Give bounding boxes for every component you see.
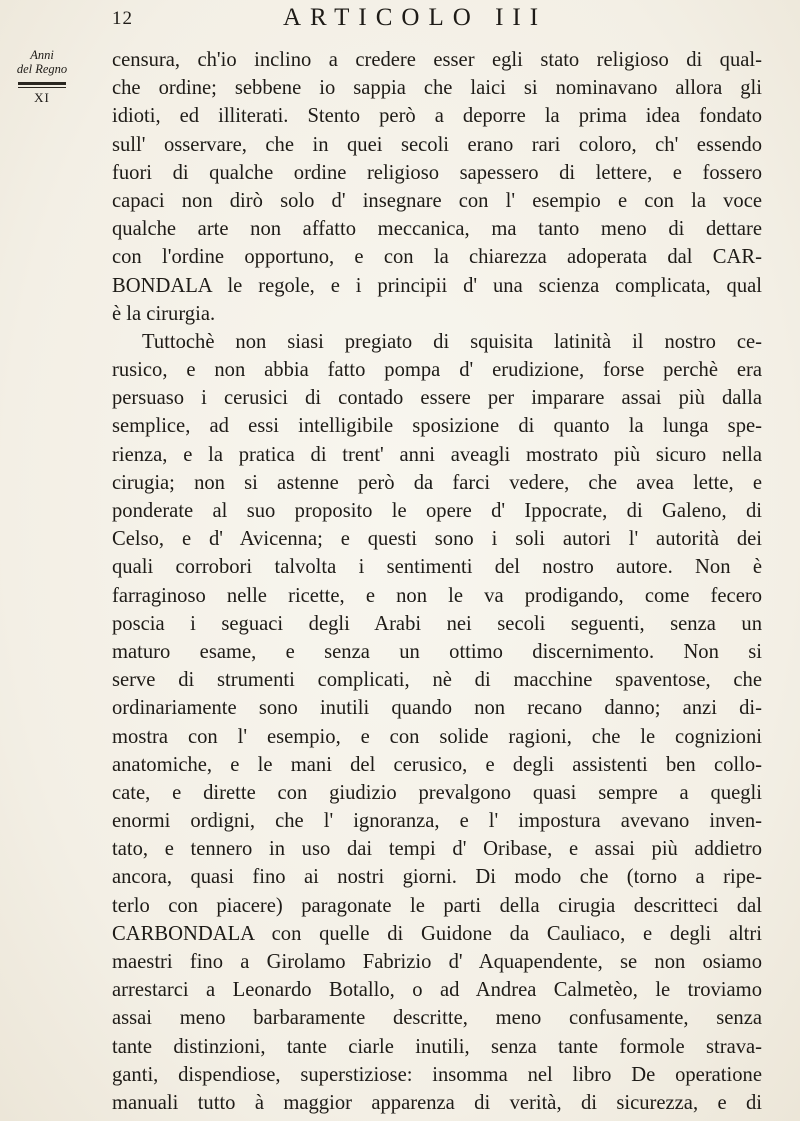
text-line: Tuttochè non siasi pregiato di squisita latinità il nostro ce- bbox=[142, 330, 762, 353]
text-line: ganti, dispendiose, superstiziose: insomma nel libro De operatione bbox=[112, 1063, 762, 1086]
text-line: idioti, ed illiterati. Stento però a deporre la prima idea fondato bbox=[112, 105, 762, 128]
text-line: semplice, ad essi intelligibile sposizione di quanto la lunga spe- bbox=[112, 415, 762, 438]
text-line: tante distinzioni, tante ciarle inutili, senza tante formole strava- bbox=[112, 1035, 762, 1058]
margin-note-regno: del Regno bbox=[16, 62, 68, 76]
text-line: con l'ordine opportuno, e con la chiarezza adoperata dal CAR- bbox=[112, 246, 762, 269]
body-text bbox=[112, 46, 762, 1117]
text-line: rusico, e non abbia fatto pompa d' erudizione, forse perchè era bbox=[112, 359, 762, 382]
text-line: serve di strumenti complicati, nè di macchine spaventose, che bbox=[112, 669, 762, 692]
text-line: maestri fino a Girolamo Fabrizio d' Aquapendente, se non osiamo bbox=[112, 951, 762, 973]
page-number: 12 bbox=[112, 8, 133, 29]
text-line: ancora, quasi fino ai nostri giorni. Di modo che (torno a ripe- bbox=[112, 866, 762, 889]
text-line: che ordine; sebbene io sappia che laici si nominavano allora gli bbox=[112, 77, 762, 100]
text-line: capaci non dirò solo d' insegnare con l' esempio e con la voce bbox=[112, 189, 762, 212]
text-line: ordinariamente sono inutili quando non recano danno; anzi di- bbox=[112, 697, 762, 720]
text-line: assai meno barbaramente descritte, meno confusamente, senza bbox=[112, 1007, 762, 1030]
text-line: BONDALA le regole, e i principii d' una scienza complicata, qual bbox=[112, 274, 762, 297]
margin-rule-thin bbox=[18, 87, 66, 88]
running-head: ARTICOLO III bbox=[282, 4, 548, 31]
text-line: quali corrobori talvolta i sentimenti del nostro autore. Non è bbox=[112, 556, 762, 579]
text-line: maturo esame, e senza un ottimo discernimento. Non si bbox=[112, 640, 762, 663]
margin-note-anni: Anni bbox=[30, 48, 54, 62]
margin-note-year: XI bbox=[34, 90, 50, 105]
text-line: fuori di qualche ordine religioso sapessero di lettere, e fossero bbox=[112, 161, 762, 184]
text-line: tato, e tennero in uso dai tempi d' Oribase, e assai più addietro bbox=[112, 838, 762, 861]
text-line: CARBONDALA con quelle di Guidone da Cauliaco, e degli altri bbox=[112, 922, 762, 945]
text-line: Celso, e d' Avicenna; e questi sono i soli autori l' autorità dei bbox=[112, 528, 762, 551]
margin-rule-thick bbox=[18, 82, 66, 85]
text-line: anatomiche, e le mani del cerusico, e degli assistenti ben collo- bbox=[112, 753, 762, 776]
text-line: poscia i seguaci degli Arabi nei secoli seguenti, senza un bbox=[112, 612, 762, 635]
text-line: qualche arte non affatto meccanica, ma tanto meno di dettare bbox=[112, 218, 762, 241]
text-line: terlo con piacere) paragonate le parti della cirugia descritteci dal bbox=[112, 894, 762, 917]
text-line: cate, e dirette con giudizio prevalgono quasi sempre a quegli bbox=[112, 781, 762, 804]
text-line: sull' osservare, che in quei secoli erano rari coloro, ch' essendo bbox=[112, 133, 762, 156]
text-line: farraginoso nelle ricette, e non le va prodigando, come fecero bbox=[112, 584, 762, 607]
text-line: persuaso i cerusici di contado essere per imparare assai più dalla bbox=[112, 387, 762, 410]
margin-note bbox=[14, 48, 70, 105]
text-line: manuali tutto à maggior apparenza di verità, di sicurezza, e di bbox=[112, 1091, 762, 1114]
text-line: cirugia; non si astenne però da farci vedere, che avea lette, e bbox=[112, 471, 762, 494]
text-line: censura, ch'io inclino a credere esser egli stato religioso di qual- bbox=[112, 49, 762, 71]
text-line: enormi ordigni, che l' ignoranza, e l' impostura avevano inven- bbox=[112, 810, 762, 833]
text-line: ponderate al suo proposito le opere d' Ippocrate, di Galeno, di bbox=[112, 500, 762, 522]
text-line: mostra con l' esempio, e con solide ragioni, che le cognizioni bbox=[112, 725, 762, 748]
text-line: rienza, e la pratica di trent' anni aveagli mostrato più sicuro nella bbox=[112, 443, 762, 466]
text-line: è la cirurgia. bbox=[112, 302, 216, 325]
text-line: arrestarci a Leonardo Botallo, o ad Andrea Calmetèo, le troviamo bbox=[112, 979, 762, 1002]
